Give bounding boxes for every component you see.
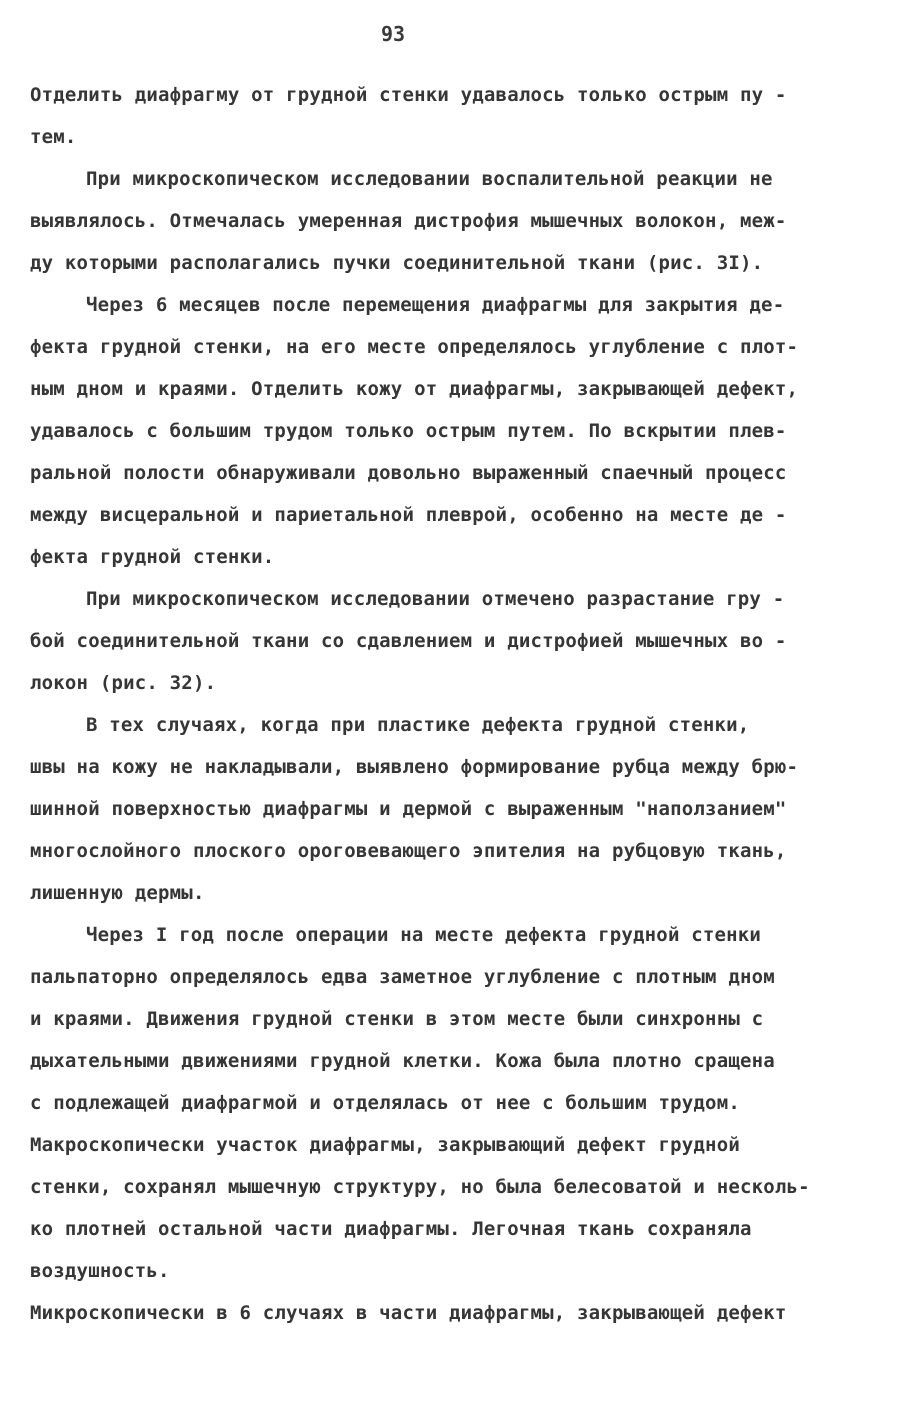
text-line: Макроскопически участок диафрагмы, закрывающий дефект грудной <box>30 1134 740 1156</box>
text-line: шинной поверхностью диафрагмы и дермой с выраженным "наползанием" <box>30 798 787 820</box>
text-line: стенки, сохранял мышечную структуру, но была белесоватой и несколь- <box>30 1176 810 1198</box>
text-line: и краями. Движения грудной стенки в этом месте были синхронны с <box>30 1008 764 1030</box>
text-line: между висцеральной и париетальной плеврой, особенно на месте де - <box>30 504 787 526</box>
page-number: 93 <box>380 22 406 46</box>
text-line: удавалось с большим трудом только острым путем. По вскрытии плев- <box>30 420 787 442</box>
text-line: бой соединительной ткани со сдавлением и дистрофией мышечных во - <box>30 630 787 652</box>
text-line: многослойного плоского ороговевающего эпителия на рубцовую ткань, <box>30 840 787 862</box>
text-line: фекта грудной стенки. <box>30 546 275 568</box>
text-line: локон (рис. 32). <box>30 672 217 694</box>
text-line: выявлялось. Отмечалась умеренная дистрофия мышечных волокон, меж- <box>30 210 787 232</box>
text-line: ду которыми располагались пучки соединительной ткани (рис. 3I). <box>30 252 764 274</box>
text-line: Отделить диафрагму от грудной стенки удавалось только острым пу - <box>30 84 787 106</box>
text-line: При микроскопическом исследовании отмечено разрастание гру - <box>86 588 785 610</box>
text-line: При микроскопическом исследовании воспалительной реакции не <box>86 168 773 190</box>
text-line: тем. <box>30 126 77 148</box>
text-line: дыхательными движениями грудной клетки. Кожа была плотно сращена <box>30 1050 775 1072</box>
text-line: В тех случаях, когда при пластике дефекта грудной стенки, <box>86 714 750 736</box>
text-line: воздушность. <box>30 1260 170 1282</box>
text-line: лишенную дермы. <box>30 882 205 904</box>
text-line: пальпаторно определялось едва заметное углубление с плотным дном <box>30 966 775 988</box>
text-line: Микроскопически в 6 случаях в части диафрагмы, закрывающей дефект <box>30 1302 787 1324</box>
text-line: швы на кожу не накладывали, выявлено формирование рубца между брю- <box>30 756 799 778</box>
text-line: Через I год после операции на месте дефекта грудной стенки <box>86 924 762 946</box>
text-line: Через 6 месяцев после перемещения диафрагмы для закрытия де- <box>86 294 785 316</box>
text-line: ко плотней остальной части диафрагмы. Легочная ткань сохраняла <box>30 1218 752 1240</box>
text-line: ральной полости обнаруживали довольно выраженный спаечный процесс <box>30 462 787 484</box>
text-line: ным дном и краями. Отделить кожу от диафрагмы, закрывающей дефект, <box>30 378 799 400</box>
text-line: с подлежащей диафрагмой и отделялась от нее с большим трудом. <box>30 1092 740 1114</box>
text-line: фекта грудной стенки, на его месте определялось углубление с плот- <box>30 336 799 358</box>
